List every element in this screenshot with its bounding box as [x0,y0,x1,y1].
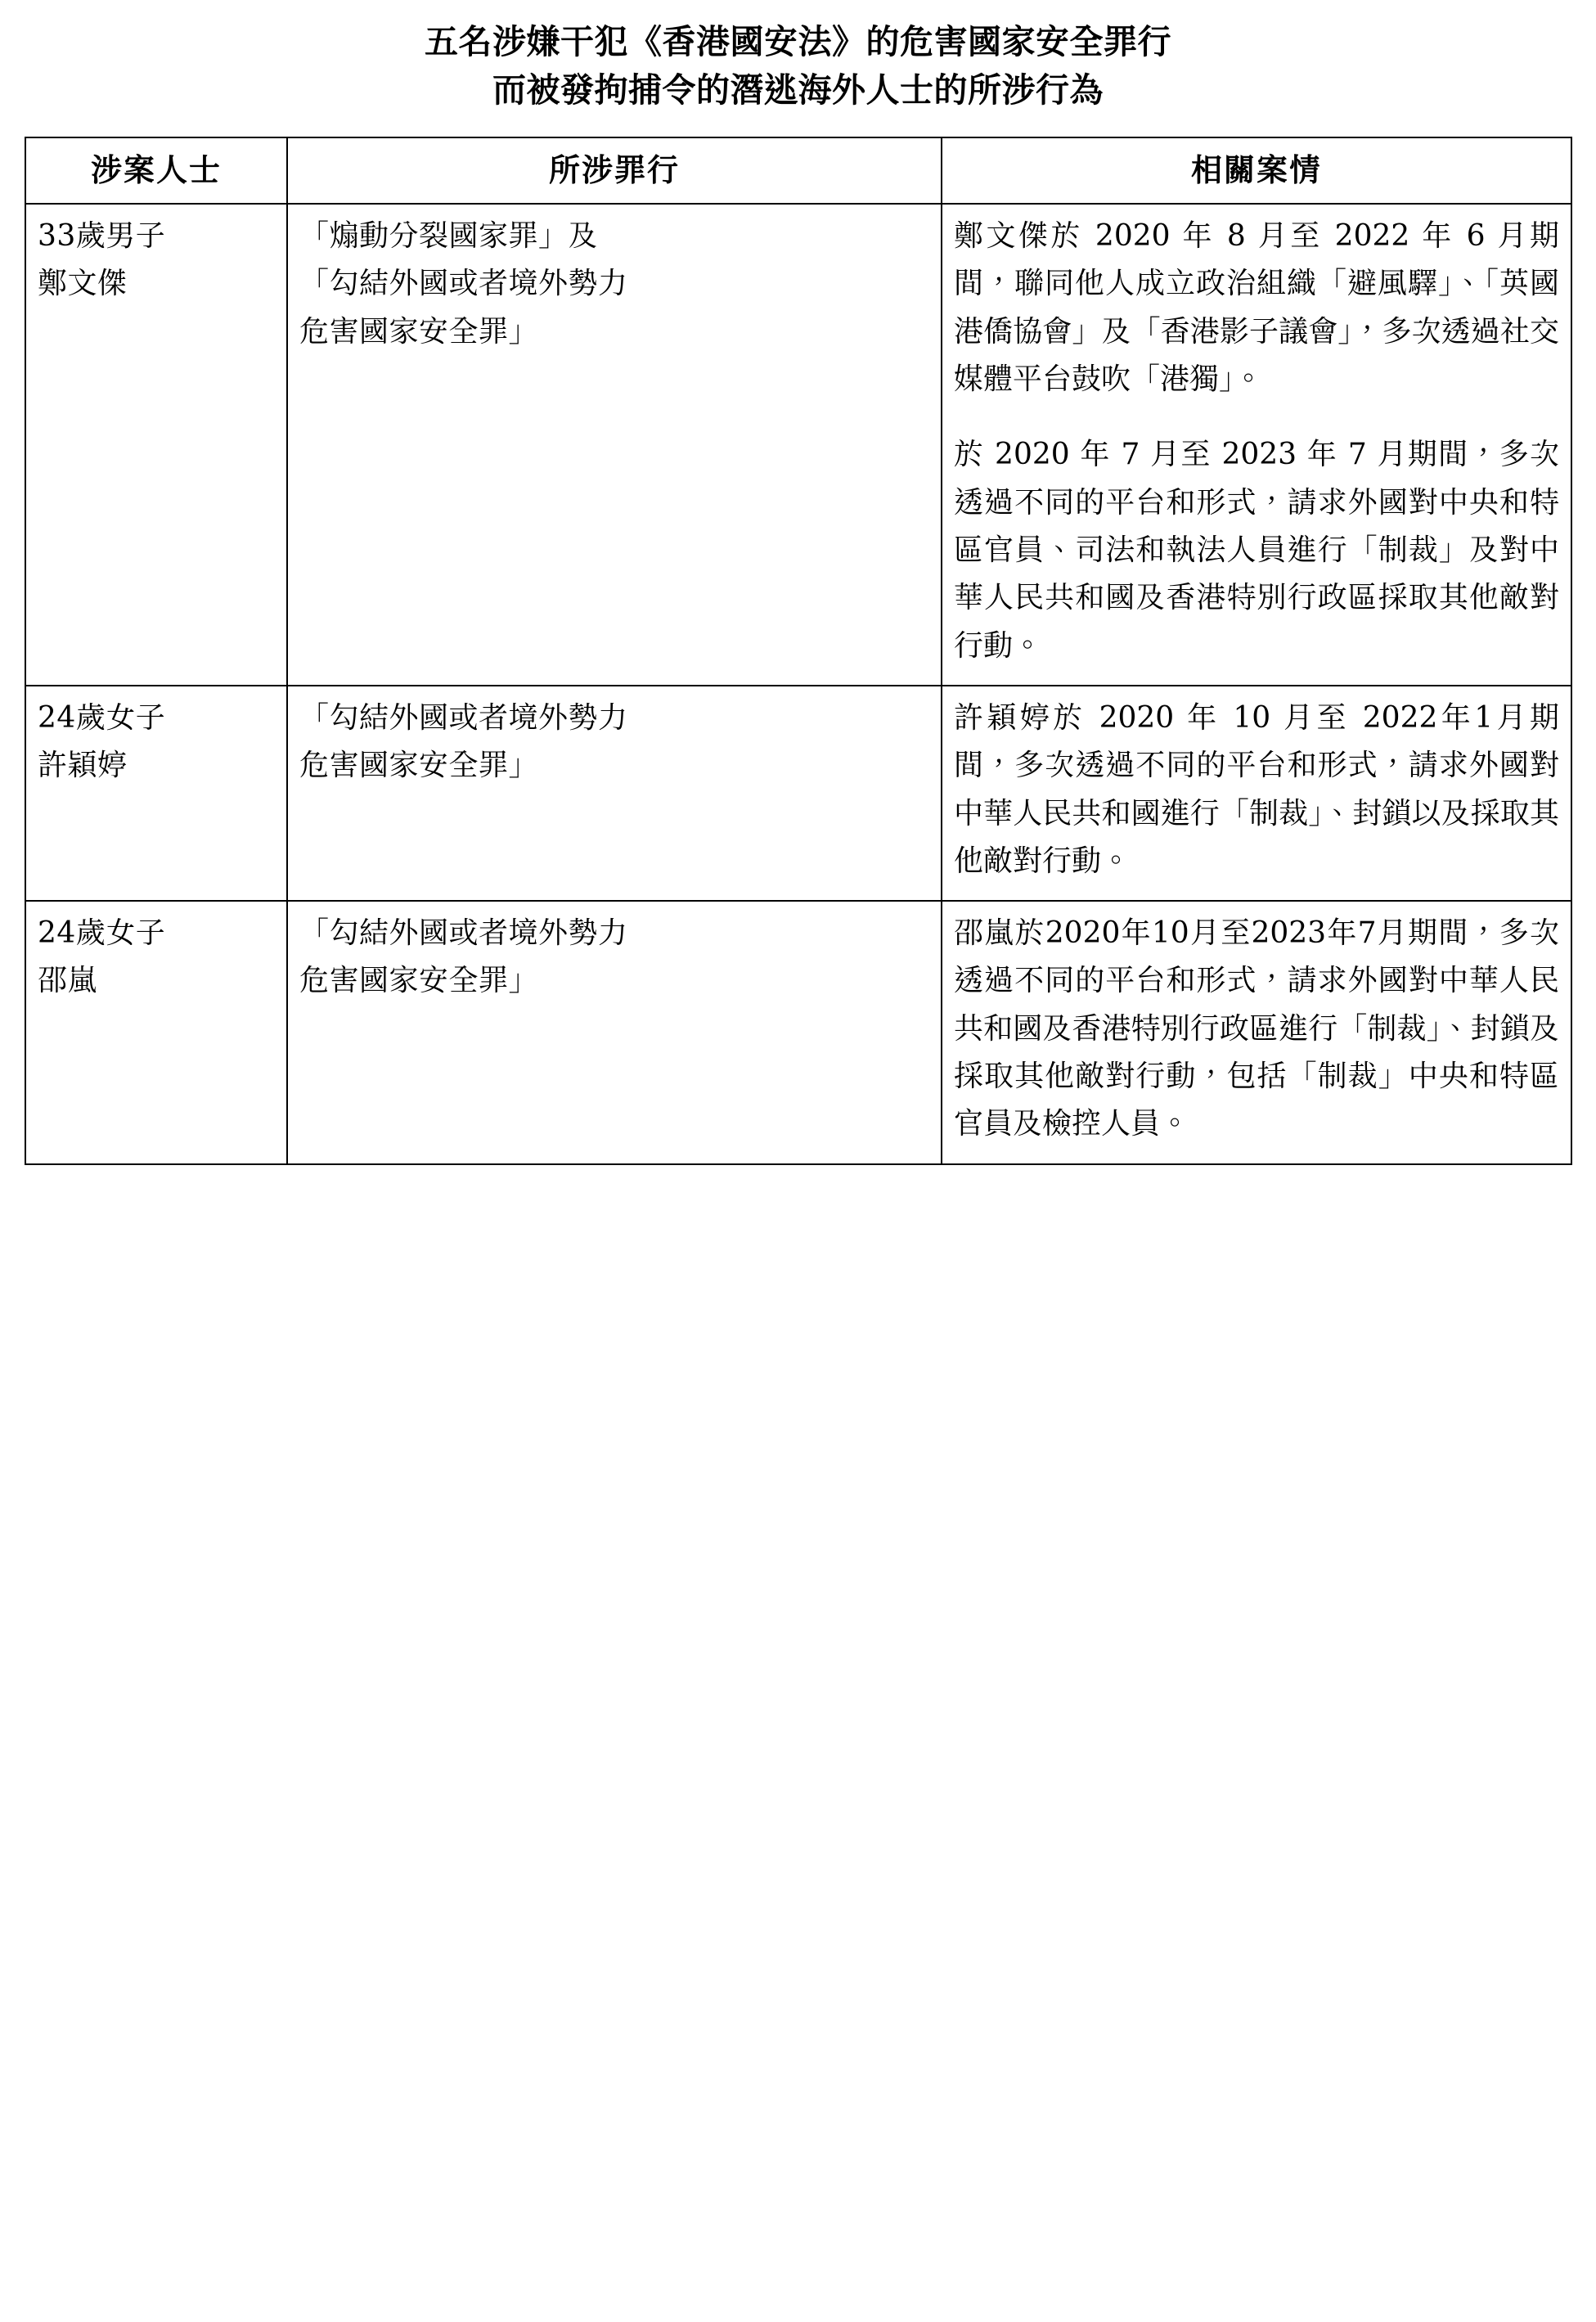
page-title-line-1: 五名涉嫌干犯《香港國安法》的危害國家安全罪行 [425,22,1171,61]
column-header-person: 涉案人士 [25,137,287,204]
offence-line-1: 「勾結外國或者境外勢力 [299,700,628,735]
cell-person [25,901,287,1164]
offence-line-2: 危害國家安全罪」 [299,964,539,998]
cell-details [942,204,1571,686]
cell-offence [287,901,942,1164]
table-row [25,901,1571,1164]
person-line-2: 許穎婷 [38,749,128,783]
case-table [25,137,1572,1165]
column-header-offence: 所涉罪行 [287,137,942,204]
cell-offence [287,204,942,686]
cell-offence [287,686,942,901]
person-line-1: 24歲女子 [38,916,166,951]
details-paragraph-1: 許穎婷於 2020 年 10 月至 2022年1月期間，多次透過不同的平台和形式，請求外國對中華人民共和國進行「制裁」、封鎖以及採取其他敵對行動。 [954,700,1559,878]
column-header-details: 相關案情 [942,137,1571,204]
person-line-1: 24歲女子 [38,700,166,735]
person-line-1: 33歲男子 [38,219,166,254]
details-paragraph-1: 鄭文傑於 2020 年 8 月至 2022 年 6 月期間，聯同他人成立政治組織「避風驛」、「英國港僑協會」及「香港影子議會」，多次透過社交媒體平台鼓吹「港獨」。 [954,219,1559,396]
cell-person [25,204,287,686]
offence-line-3: 危害國家安全罪」 [299,314,539,349]
details-paragraph-2: 於 2020 年 7 月至 2023 年 7 月期間，多次透過不同的平台和形式，請求外國對中央和特區官員、司法和執法人員進行「制裁」及對中華人民共和國及香港特別行政區採取其他敵對行動。 [954,438,1559,663]
offence-line-1: 「煽動分裂國家罪」及 [299,219,599,254]
person-line-2: 鄭文傑 [38,267,128,301]
page-title-line-2: 而被發拘捕令的潛逃海外人士的所涉行為 [492,70,1104,110]
table-header-row [25,137,1571,204]
cell-details [942,686,1571,901]
cell-person [25,686,287,901]
offence-line-2: 「勾結外國或者境外勢力 [299,267,628,301]
table-row [25,686,1571,901]
table-row [25,204,1571,686]
details-paragraph-1: 邵嵐於2020年10月至2023年7月期間，多次透過不同的平台和形式，請求外國對中華人民共和國及香港特別行政區進行「制裁」、封鎖及採取其他敵對行動，包括「制裁」中央和特區官員及檢控人員。 [954,916,1559,1141]
offence-line-2: 危害國家安全罪」 [299,749,539,783]
cell-details [942,901,1571,1164]
person-line-2: 邵嵐 [38,964,98,998]
offence-line-1: 「勾結外國或者境外勢力 [299,916,628,951]
page-title [25,18,1571,115]
